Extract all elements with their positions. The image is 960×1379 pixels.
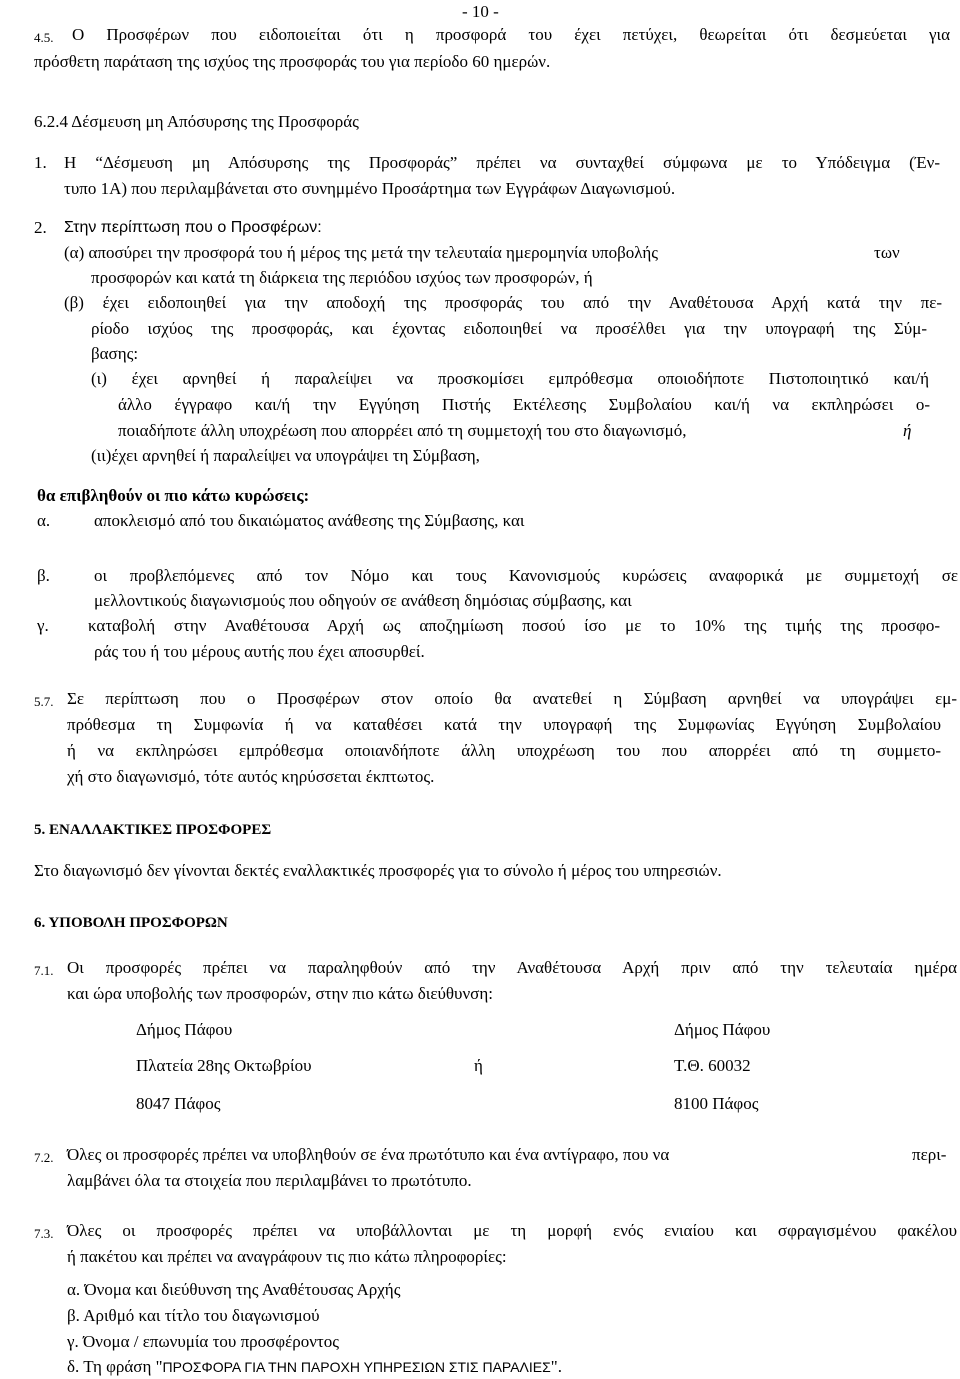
paragraph-line: προσφορών και κατά τη διάρκεια της περιόδου ισχύος των προσφορών, ή [91,268,593,287]
list-number: α. [37,511,51,530]
list-item-caps: ΠΡΟΣΦΟΡΑ ΓΙΑ ΤΗΝ ΠΑΡΟΧΗ ΥΠΗΡΕΣΙΩΝ ΣΤΙΣ ΠΑΡΑΛΙΕΣ [162,1359,551,1375]
paragraph-line: (ι) έχει αρνηθεί ή παραλείψει να προσκομίσει εμπρόθεσμα οποιοδήποτε Πιστοποιητικό και/ή [91,369,929,388]
paragraph-line: Σε περίπτωση που ο Προσφέρων στον οποίο θα ανατεθεί η Σύμβαση αρνηθεί να υπογράψει εμ- [67,689,957,708]
paragraph-line: χή στο διαγωνισμό, τότε αυτός κηρύσσεται έκπτωτος. [67,767,435,786]
paragraph-line: (ιι)έχει αρνηθεί ή παραλείψει να υπογράψει τη Σύμβαση, [91,446,480,465]
paragraph-line: περι- [912,1145,947,1164]
list-item: α. Όνομα και διεύθυνση της Αναθέτουσας Αρχής [67,1280,401,1299]
section-heading: 5. ΕΝΑΛΛΑΚΤΙΚΕΣ ΠΡΟΣΦΟΡΕΣ [34,822,272,838]
section-heading: 6. ΥΠΟΒΟΛΗ ΠΡΟΣΦΟΡΩΝ [34,915,228,931]
list-number: 1. [34,153,47,172]
paragraph-line: λαμβάνει όλα τα στοιχεία που περιλαμβάνει το πρωτότυπο. [67,1171,472,1190]
paragraph-line: ή [903,421,912,440]
address-line: Δήμος Πάφου [136,1020,233,1039]
paragraph-line: Ο Προσφέρων που ειδοποιείται ότι η προσφορά του έχει πετύχει, θεωρείται ότι δεσμεύεται για [72,25,950,44]
list-item: γ. Όνομα / επωνυμία του προσφέροντος [67,1332,339,1351]
paragraph-line: μελλοντικούς διαγωνισμούς που οδηγούν σε ανάθεση δημόσιας σύμβασης, και [94,591,632,610]
paragraph-line: Στην περίπτωση που ο Προσφέρων: [64,219,322,236]
list-item-text: δ. Τη φράση " [67,1357,163,1376]
page-number: - 10 - [462,2,499,21]
paragraph-line: ρίοδο ισχύος της προσφοράς, και έχοντας ειδοποιηθεί να προσέλθει για την υπογραφή της Σύμ- [91,319,927,338]
paragraph-line: άλλο έγγραφο και/ή την Εγγύηση Πιστής Εκτέλεσης Συμβολαίου και/ή να εκπληρώσει ο- [118,395,930,414]
paragraph-line: καταβολή στην Αναθέτουσα Αρχή ως αποζημίωση ποσού ίσο με το 10% της τιμής της προσφο- [88,616,940,635]
paragraph-line: τυπο 1Α) που περιλαμβάνεται στο συνημμένο Προσάρτημα των Εγγράφων Διαγωνισμού. [64,179,676,198]
paragraph-line: πρόθεσμα τη Συμφωνία ή να καταθέσει κατά την υπογραφή της Συμφωνίας Εγγύηση Συμβολαίου [67,715,941,734]
section-number: 7.2. [34,1150,54,1165]
paragraph-line: (α) αποσύρει την προσφορά του ή μέρος της μετά την τελευταία ημερομηνία υποβολής [64,243,658,262]
paragraph-line: ποιαδήποτε άλλη υποχρέωση που απορρέει από τη συμμετοχή του στο διαγωνισμό, [118,421,687,440]
address-line: 8100 Πάφος [674,1094,759,1113]
section-number: 4.5. [34,30,54,45]
list-number: β. [37,566,50,585]
address-line: Δήμος Πάφου [674,1020,771,1039]
paragraph-line: ράς του ή του μέρους αυτής που έχει αποσυρθεί. [94,642,425,661]
paragraph-line: ή να εκπληρώσει εμπρόθεσμα οποιανδήποτε άλλη υποχρέωση του που απορρέει από τη συμμετο- [67,741,941,760]
list-item [67,1356,562,1378]
paragraph-line: και ώρα υποβολής των προσφορών, στην πιο κάτω διεύθυνση: [67,984,493,1003]
paragraph-line: Η “Δέσμευση μη Απόσυρσης της Προσφοράς” πρέπει να συνταχθεί σύμφωνα με το Υπόδειγμα (Έν- [64,153,940,172]
subheading: θα επιβληθούν οι πιο κάτω κυρώσεις: [37,486,310,505]
paragraph-line: Οι προσφορές πρέπει να παραληφθούν από την Αναθέτουσα Αρχή πριν από την τελευταία ημέρα [67,958,957,977]
list-number: 2. [34,218,47,237]
address-line: Τ.Θ. 60032 [674,1056,751,1075]
paragraph-line: οι προβλεπόμενες από τον Νόμο και τους Κανονισμούς κυρώσεις αναφορικά με συμμετοχή σε [94,566,958,585]
list-number: γ. [37,616,49,635]
section-number: 7.1. [34,963,54,978]
paragraph-line: αποκλεισμό από του δικαιώματος ανάθεσης της Σύμβασης, και [94,511,525,530]
section-number: 7.3. [34,1226,54,1241]
paragraph-line: ή πακέτου και πρέπει να αναγράφουν τις πιο κάτω πληροφορίες: [67,1247,507,1266]
section-heading: 6.2.4 Δέσμευση μη Απόσυρσης της Προσφοράς [34,112,359,131]
paragraph-line: βασης: [91,344,139,363]
address-line: 8047 Πάφος [136,1094,221,1113]
paragraph-line: Στο διαγωνισμό δεν γίνονται δεκτές εναλλακτικές προσφορές για το σύνολο ή μέρος του υπηρεσιών. [34,861,722,880]
paragraph-line: πρόσθετη παράταση της ισχύος της προσφοράς του για περίοδο 60 ημερών. [34,52,551,71]
paragraph-line: (β) έχει ειδοποιηθεί για την αποδοχή της προσφοράς του από την Αναθέτουσα Αρχή κατά την πε- [64,293,942,312]
section-number: 5.7. [34,694,54,709]
list-item-text: ". [550,1357,562,1376]
paragraph-line: Όλες οι προσφορές πρέπει να υποβληθούν σε ένα πρωτότυπο και ένα αντίγραφο, που να [67,1145,670,1164]
paragraph-line: Όλες οι προσφορές πρέπει να υποβάλλονται με τη μορφή ενός ενιαίου και σφραγισμένου φακέλου [67,1221,957,1240]
address-line: Πλατεία 28ης Οκτωβρίου [136,1056,312,1075]
address-or: ή [474,1056,483,1075]
list-item: β. Αριθμό και τίτλο του διαγωνισμού [67,1306,320,1325]
paragraph-line: των [874,243,900,262]
